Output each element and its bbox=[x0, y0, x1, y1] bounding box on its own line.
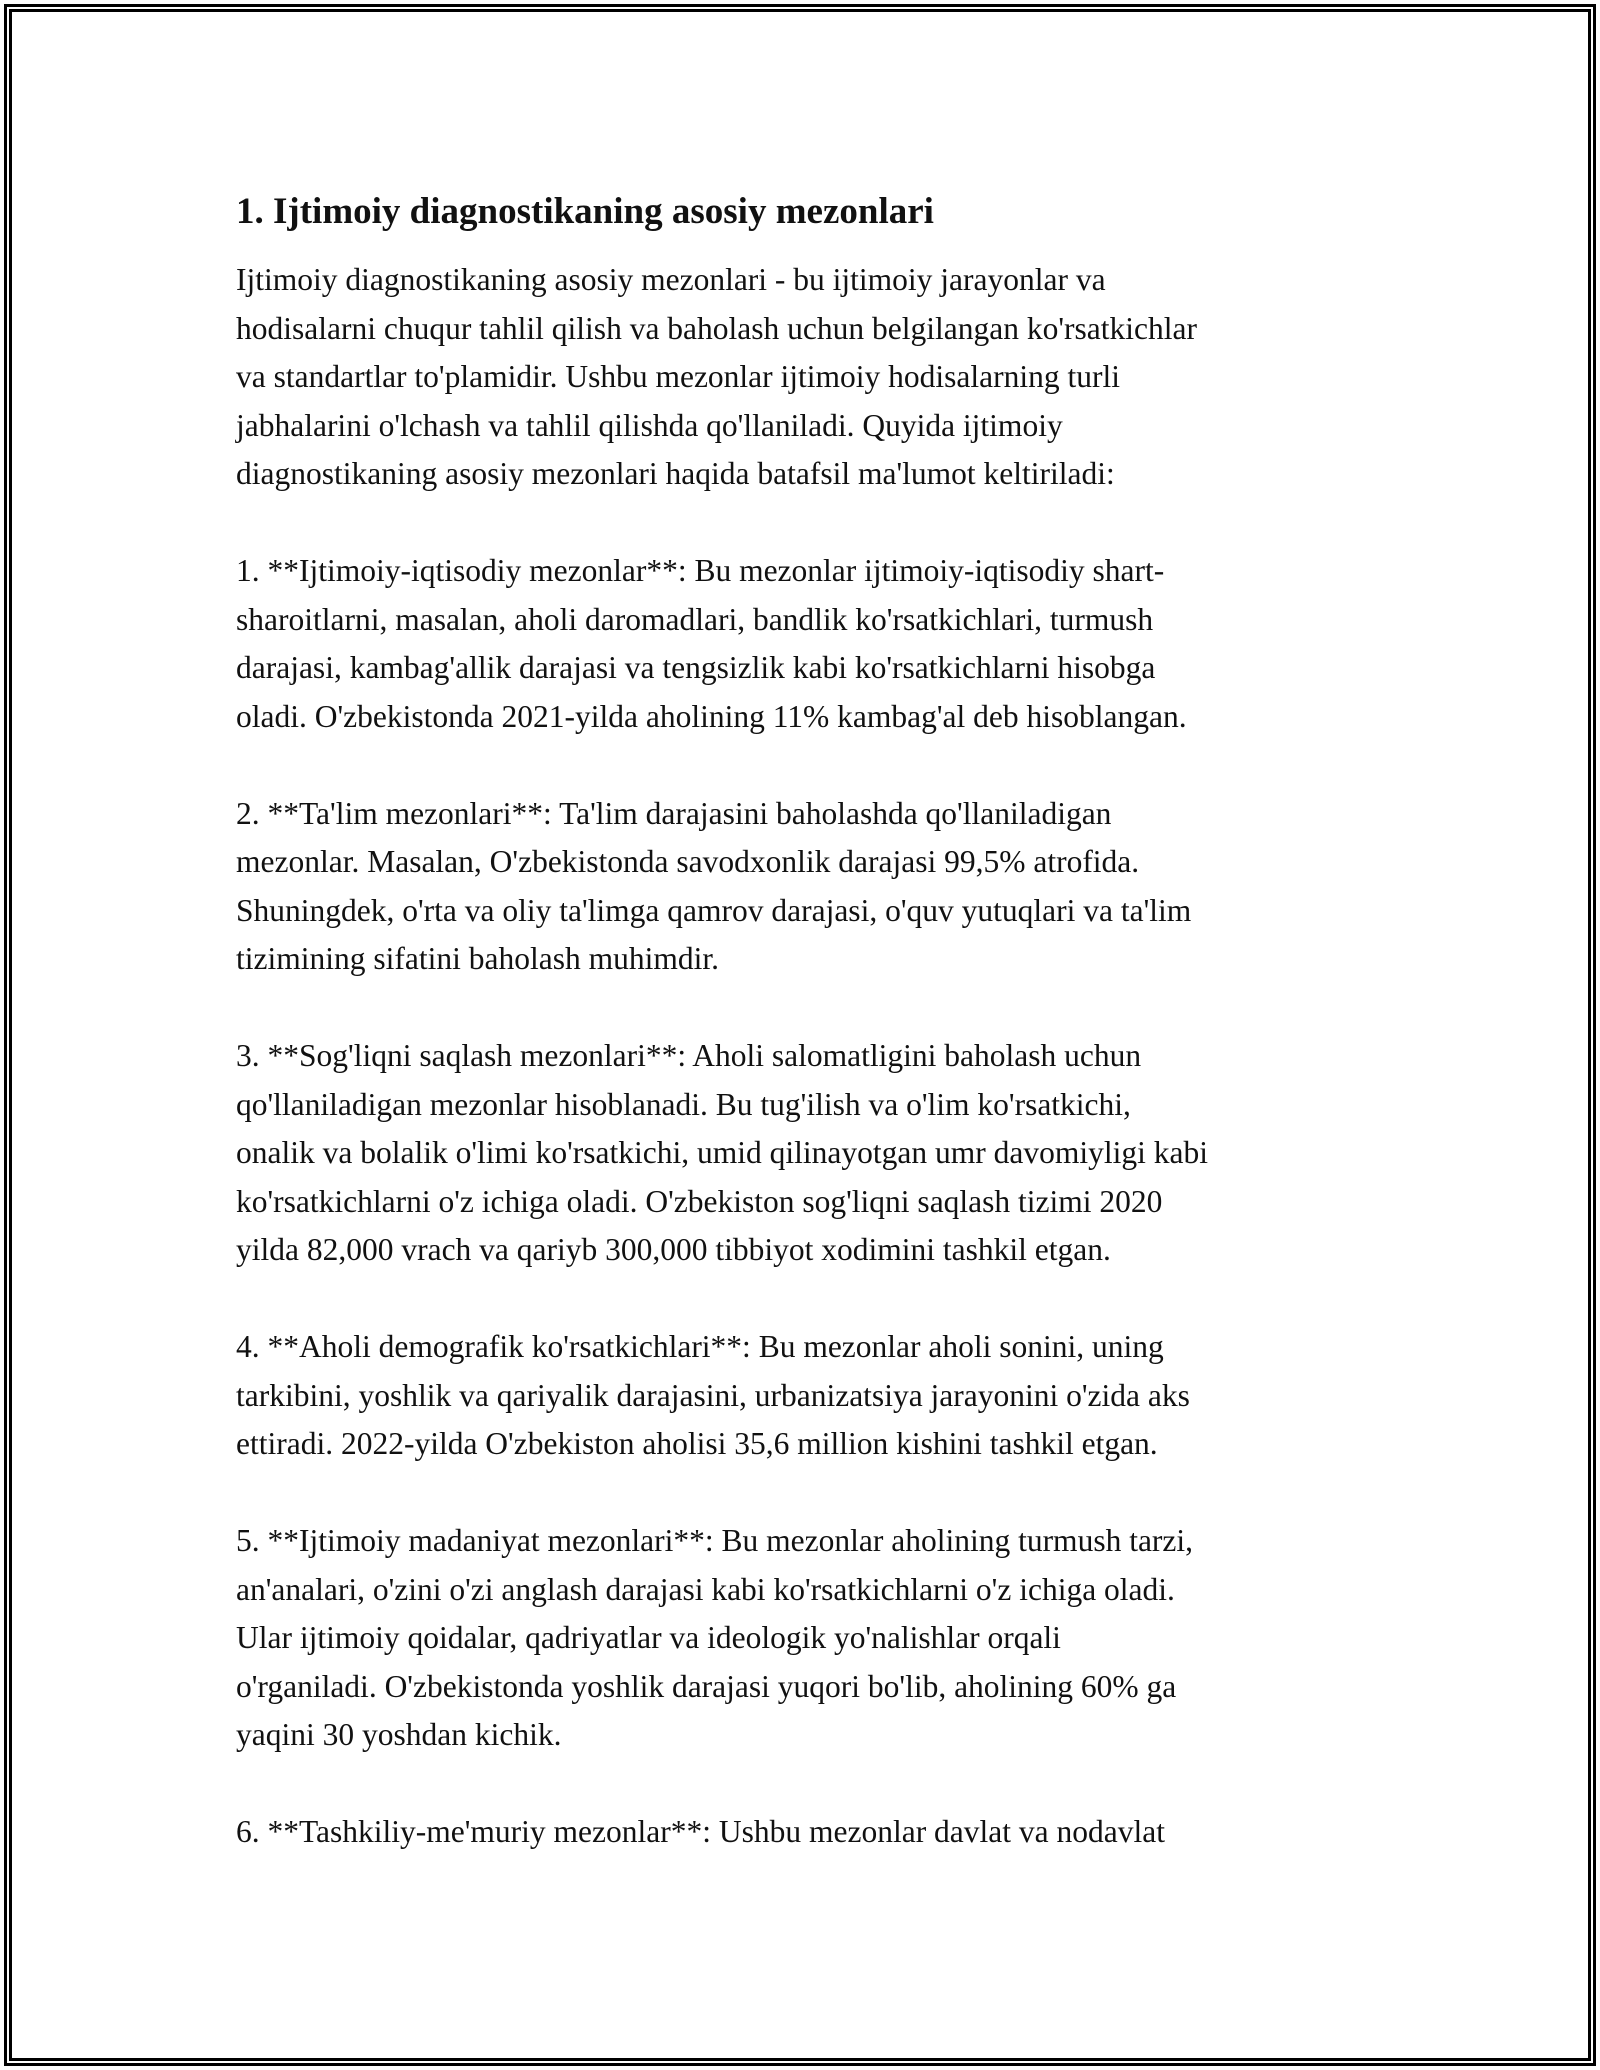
paragraph-line: oladi. O'zbekistonda 2021-yilda aholining 11% kambag'al deb hisoblangan. bbox=[236, 698, 1187, 734]
paragraph-line: ettiradi. 2022-yilda O'zbekiston aholisi 35,6 million kishini tashkil etgan. bbox=[236, 1426, 1158, 1461]
paragraph-line: yaqini 30 yoshdan kichik. bbox=[236, 1717, 562, 1752]
paragraph-line: 2. **Ta'lim mezonlari**: Ta'lim darajasini baholashda qo'llaniladigan bbox=[236, 795, 1112, 831]
document-body bbox=[236, 180, 1386, 1905]
criteria-item-socioeconomic bbox=[236, 547, 1386, 741]
paragraph-line: tarkibini, yoshlik va qariyalik darajasini, urbanizatsiya jarayonini o'zida aks bbox=[236, 1377, 1190, 1413]
paragraph-line: jabhalarini o'lchash va tahlil qilishda qo'llaniladi. Quyida ijtimoiy bbox=[236, 407, 1063, 443]
criteria-item-healthcare bbox=[236, 1032, 1386, 1275]
paragraph-line: an'analari, o'zini o'zi anglash darajasi kabi ko'rsatkichlarni o'z ichiga oladi. bbox=[236, 1571, 1175, 1607]
criteria-item-administrative bbox=[236, 1808, 1386, 1857]
paragraph-line: va standartlar to'plamidir. Ushbu mezonlar ijtimoiy hodisalarning turli bbox=[236, 359, 1120, 394]
paragraph-line: diagnostikaning asosiy mezonlari haqida batafsil ma'lumot keltiriladi: bbox=[236, 456, 1115, 491]
criteria-item-education bbox=[236, 790, 1386, 984]
paragraph-line: 4. **Aholi demografik ko'rsatkichlari**: Bu mezonlar aholi sonini, uning bbox=[236, 1329, 1164, 1364]
paragraph-line: darajasi, kambag'allik darajasi va tengsizlik kabi ko'rsatkichlarni hisobga bbox=[236, 650, 1156, 685]
paragraph-line: ko'rsatkichlarni o'z ichiga oladi. O'zbekiston sog'liqni saqlash tizimi 2020 bbox=[236, 1183, 1163, 1219]
paragraph-line: mezonlar. Masalan, O'zbekistonda savodxonlik darajasi 99,5% atrofida. bbox=[236, 844, 1140, 879]
paragraph-line: hodisalarni chuqur tahlil qilish va baholash uchun belgilangan ko'rsatkichlar bbox=[236, 310, 1197, 346]
paragraph-line: onalik va bolalik o'limi ko'rsatkichi, umid qilinayotgan umr davomiyligi kabi bbox=[236, 1135, 1208, 1170]
section-title: 1. Ijtimoiy diagnostikaning asosiy mezonlari bbox=[236, 191, 934, 232]
criteria-item-culture bbox=[236, 1517, 1386, 1760]
paragraph-line: 6. **Tashkiliy-me'muriy mezonlar**: Ushbu mezonlar davlat va nodavlat bbox=[236, 1814, 1165, 1849]
paragraph-line: yilda 82,000 vrach va qariyb 300,000 tibbiyot xodimini tashkil etgan. bbox=[236, 1232, 1111, 1267]
paragraph-line: o'rganiladi. O'zbekistonda yoshlik darajasi yuqori bo'lib, aholining 60% ga bbox=[236, 1668, 1177, 1704]
paragraph-line: 3. **Sog'liqni saqlash mezonlari**: Aholi salomatligini baholash uchun bbox=[236, 1038, 1142, 1073]
intro-paragraph bbox=[236, 256, 1386, 499]
paragraph-line: Ijtimoiy diagnostikaning asosiy mezonlari - bu ijtimoiy jarayonlar va bbox=[236, 262, 1106, 297]
criteria-item-demographic bbox=[236, 1323, 1386, 1469]
paragraph-line: sharoitlarni, masalan, aholi daromadlari, bandlik ko'rsatkichlari, turmush bbox=[236, 601, 1154, 637]
paragraph-line: Ular ijtimoiy qoidalar, qadriyatlar va ideologik yo'nalishlar orqali bbox=[236, 1620, 1061, 1655]
paragraph-line: 5. **Ijtimoiy madaniyat mezonlari**: Bu mezonlar aholining turmush tarzi, bbox=[236, 1523, 1194, 1558]
paragraph-line: Shuningdek, o'rta va oliy ta'limga qamrov darajasi, o'quv yutuqlari va ta'lim bbox=[236, 892, 1192, 928]
paragraph-line: tizimining sifatini baholash muhimdir. bbox=[236, 941, 719, 976]
paragraph-line: 1. **Ijtimoiy-iqtisodiy mezonlar**: Bu mezonlar ijtimoiy-iqtisodiy shart- bbox=[236, 553, 1165, 588]
paragraph-line: qo'llaniladigan mezonlar hisoblanadi. Bu tug'ilish va o'lim ko'rsatkichi, bbox=[236, 1086, 1131, 1122]
